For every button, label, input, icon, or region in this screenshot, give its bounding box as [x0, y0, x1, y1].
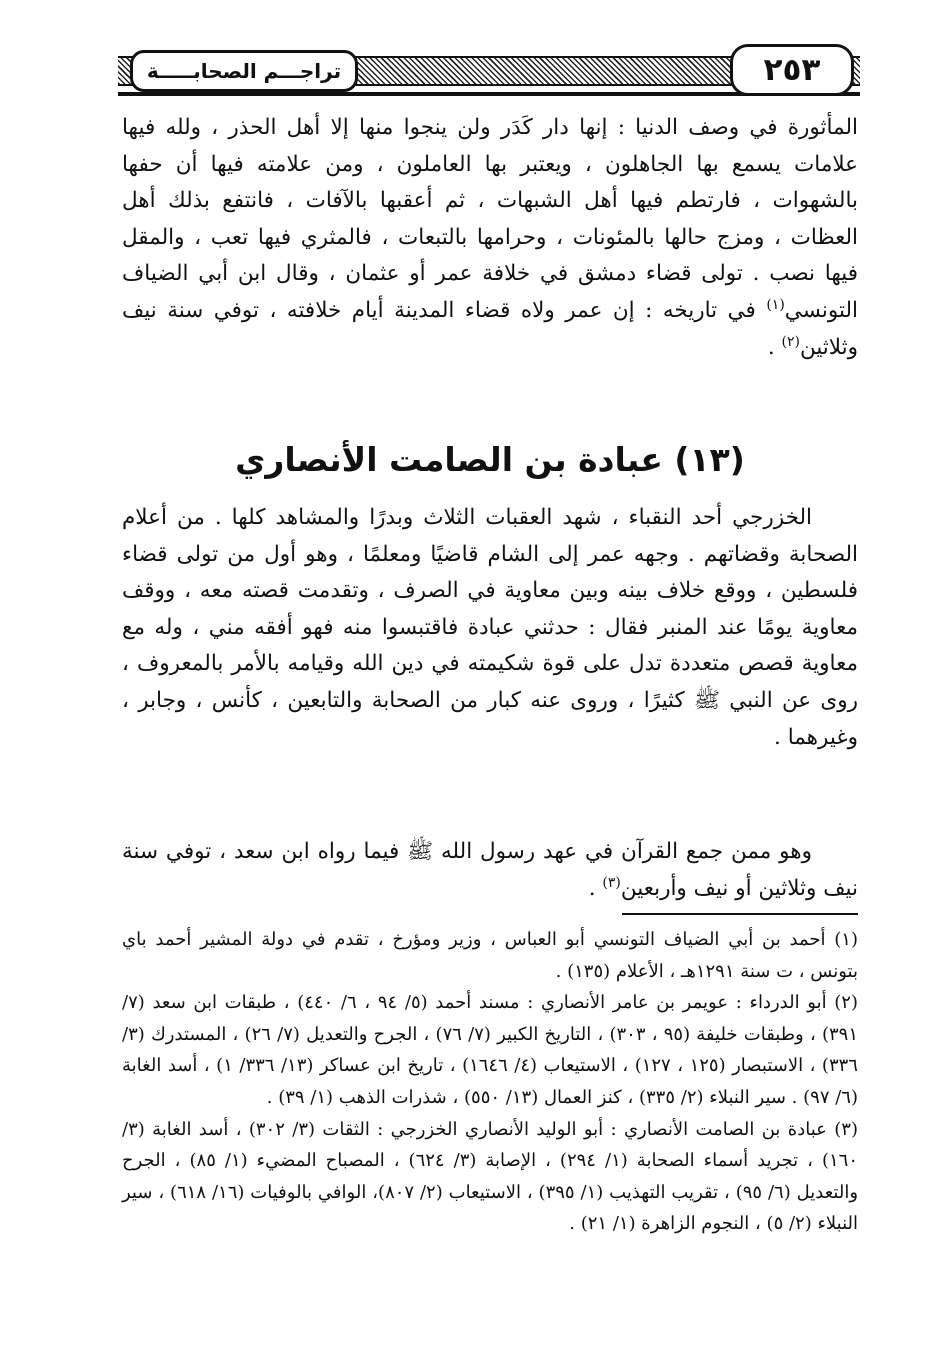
- footnote-separator: [622, 913, 858, 915]
- footnote-ref-1[interactable]: (١): [766, 296, 785, 313]
- section-heading: (١٣) عبادة بن الصامت الأنصاري: [235, 440, 745, 479]
- paragraph-text: .: [588, 875, 603, 901]
- paragraph-biography: الخزرجي أحد النقباء ، شهد العقبات الثلاث وبدرًا والمشاهد كلها . من أعلام الصحابة وقضاتهم . وجهه عمر إلى الشام قاضيًا ومعلمًا ، وهو أول من تولى قضاء فلسطين ، ووقع خلاف بينه وبين معاوية في الصرف ، وتقدمت قصته معه ، ووقف معاوية يومًا عند المنبر فقال : حدثني عبادة فاقتبسوا منه فهو أفقه مني ، وله مع معاوية قصص متعددة تدل على قوة شكيمته في دين الله وقيامه بالأمر بالمعروف ، روى عن النبي ﷺ كثيرًا ، وروى عنه كبار من الصحابة والتابعين ، كأنس ، وجابر ، وغيرهما .: [122, 505, 858, 750]
- running-header: [118, 40, 860, 98]
- page-number: ٢٥٣: [730, 44, 854, 96]
- footnote-2: (٢) أبو الدرداء : عويمر بن عامر الأنصاري : مسند أحمد (٥/ ٩٤ ، ٦/ ٤٤٠) ، طبقات ابن سعد (٧/ ٣٩١) ، وطبقات خليفة (٩٥ ، ٣٠٣) ، التاريخ الكبير (٧/ ٧٦) ، الجرح والتعديل (٧/ ٢٦) ، المستدرك (٣/ ٣٣٦) ، الاستبصار (١٢٥ ، ١٢٧) ، الاستيعاب (٤/ ١٦٤٦) ، تاريخ ابن عساكر (١٣/ ٣٣٦/ ١) ، أسد الغابة (٦/ ٩٧) . سير النبلاء (٢/ ٣٣٥) ، كنز العمال (١٣/ ٥٥٠) ، شذرات الذهب (١/ ٣٩) .: [122, 992, 858, 1108]
- footnote-ref-2[interactable]: (٢): [781, 333, 800, 350]
- paragraph-text: .: [767, 334, 782, 360]
- paragraph-text: وهو ممن جمع القرآن في عهد رسول الله ﷺ فيما رواه ابن سعد ، توفي سنة نيف وثلاثين أو نيف وأربعين: [122, 839, 858, 901]
- paragraph-text: في تاريخه : إن عمر ولاه قضاء المدينة أيام خلافته ، توفي سنة نيف وثلاثين: [122, 297, 858, 360]
- paragraph-death: [122, 834, 858, 907]
- footnote-1: (١) أحمد بن أبي الضياف التونسي أبو العباس ، وزير ومؤرخ ، تقدم في دولة المشير أحمد باي بتونس ، ت سنة ١٢٩١هـ ، الأعلام (١٣٥) .: [122, 929, 858, 982]
- footnotes: [122, 924, 858, 1240]
- footnote-ref-3[interactable]: (٣): [602, 874, 621, 891]
- paragraph-continuation: [122, 110, 858, 366]
- paragraph-text: المأثورة في وصف الدنيا : إنها دار كَدَر ولن ينجوا منها إلا أهل الحذر ، ولله فيها علامات يسمع بها الجاهلون ، ويعتبر بها العاملون ، ومن علامته فيها أن حفها بالشهوات ، فارتطم فيها أهل الشبهات ، ثم أعقبها بالآفات ، فانتفع بذلك أهل العظات ، ومزج حالها بالمئونات ، وحرامها بالتبعات ، فالمثري فيها تعب ، والمقل فيها نصب . تولى قضاء دمشق في خلافة عمر أو عثمان ، وقال ابن أبي الضياف التونسي: [122, 115, 858, 323]
- header-title: تراجـــم الصحابـــــة: [130, 50, 358, 92]
- footnote-3: (٣) عبادة بن الصامت الأنصاري : أبو الوليد الأنصاري الخزرجي : الثقات (٣/ ٣٠٢) ، أسد الغابة (٣/ ١٦٠) ، تجريد أسماء الصحابة (١/ ٢٩٤) ، الإصابة (٣/ ٦٢٤) ، المصباح المضيء (١/ ٨٥) ، الجرح والتعديل (٦/ ٩٥) ، تقريب التهذيب (١/ ٣٩٥) ، الاستيعاب (٢/ ٨٠٧)، الوافي بالوفيات (١٦/ ٦١٨) ، سير النبلاء (٢/ ٥) ، النجوم الزاهرة (١/ ٢١) .: [122, 1118, 859, 1235]
